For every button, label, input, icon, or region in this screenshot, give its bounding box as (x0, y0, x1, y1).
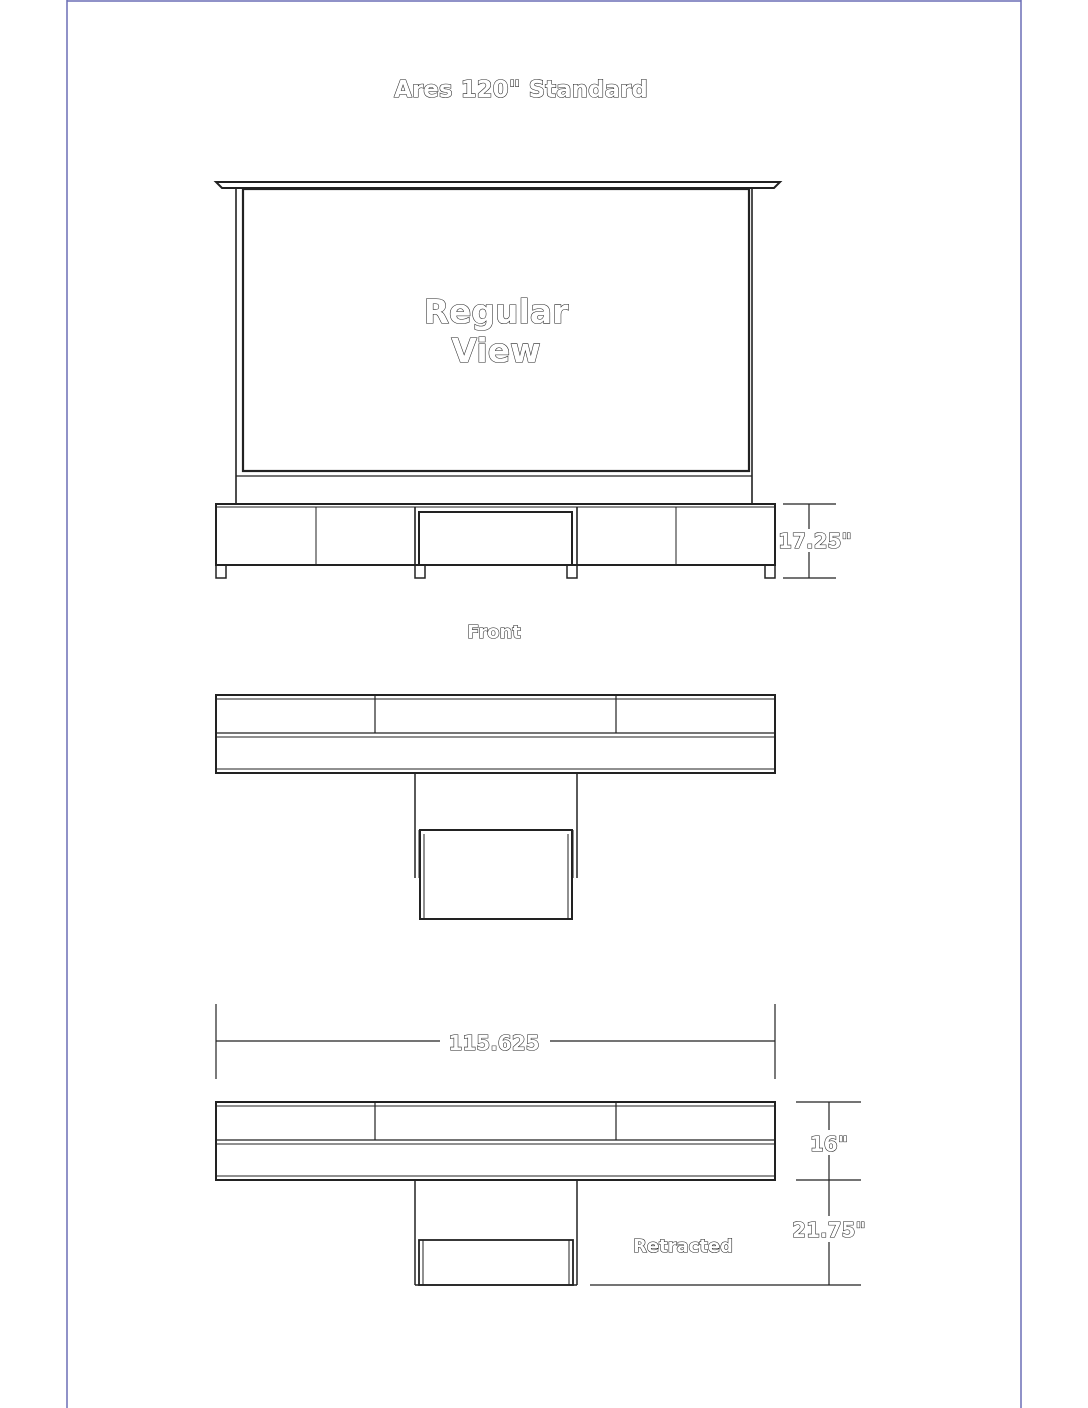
screen-label-view: View (451, 331, 541, 370)
center-drawer (419, 512, 572, 565)
retracted-caption: Retracted (632, 1236, 734, 1257)
drawing-title: Ares 120" Standard (394, 77, 648, 103)
front-view (216, 182, 852, 578)
dimension-overall-width: 115.625 (448, 1031, 540, 1055)
top-view-retracted (216, 1102, 866, 1285)
extended-drawer (420, 830, 572, 919)
width-dimension (216, 1004, 775, 1079)
dimension-retracted-depth: 21.75" (792, 1218, 866, 1242)
screen-label-regular: Regular (423, 292, 569, 331)
dimension-base-height: 17.25" (778, 529, 852, 553)
dimension-depth: 16" (809, 1132, 849, 1156)
retracted-drawer (419, 1240, 573, 1285)
page-border (67, 0, 1021, 1408)
front-caption: Front (467, 622, 521, 643)
cabinet-base (216, 504, 775, 565)
top-view-extended (216, 695, 775, 919)
